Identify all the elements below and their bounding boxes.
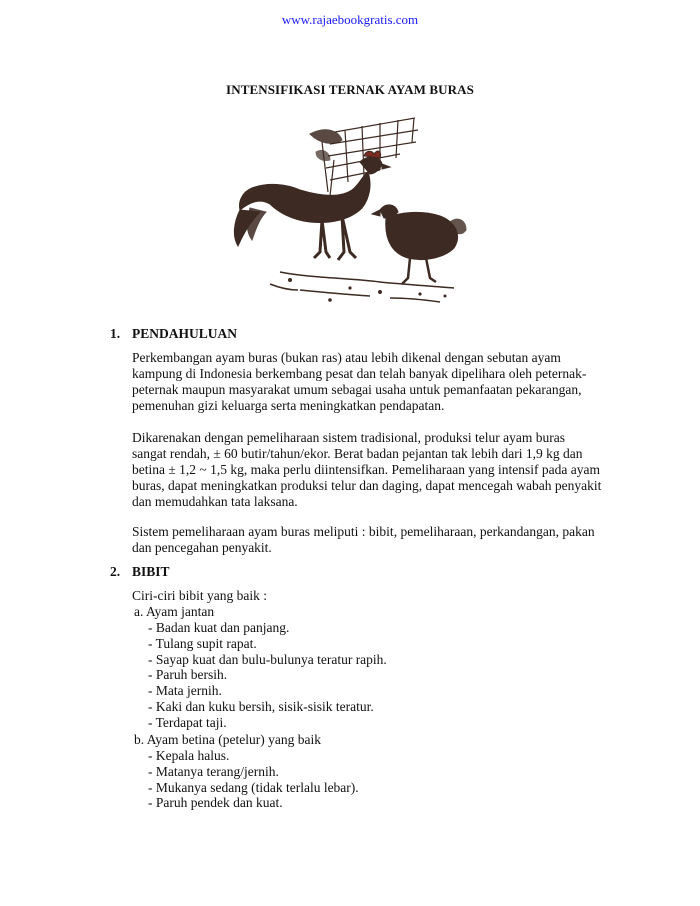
- paragraph: Sistem pemeliharaan ayam buras meliputi : bibit, pemeliharaan, perkandangan, pakan dan pencegahan penyakit.: [132, 524, 595, 555]
- group-label-jantan: a. Ayam jantan: [134, 604, 215, 619]
- section-number: 1.: [110, 326, 121, 341]
- list-item: - Mukanya sedang (tidak terlalu lebar).: [148, 779, 359, 795]
- section-title: BIBIT: [132, 564, 170, 579]
- section-1-heading: [110, 326, 237, 342]
- section-2-heading: [110, 564, 170, 580]
- list-item: - Kaki dan kuku bersih, sisik-sisik teratur.: [148, 698, 374, 714]
- list-betina: [148, 748, 359, 811]
- paragraph: Dikarenakan dengan pemeliharaan sistem tradisional, produksi telur ayam buras sangat rendah, ± 60 butir/tahun/ekor. Berat badan pejantan tak lebih dari 1,9 kg dan betina ± 1,2 ~ 1,5 kg, maka perlu diintensifkan. Pemeliharaan yang intensif pada ayam buras, dapat meningkatkan produksi telur dan daging, dapat mencegah wabah penyakit dan memudahkan tata laksana.: [132, 430, 602, 509]
- list-item: - Mata jernih.: [148, 683, 222, 699]
- chickens-illustration-icon: [230, 112, 470, 312]
- list-item: - Kepala halus.: [148, 748, 230, 763]
- paragraph: Perkembangan ayam buras (bukan ras) atau lebih dikenal dengan sebutan ayam kampung di Indonesia berkembang pesat dan telah banyak dipelihara oleh peternak-peternak maupun masyarakat umum sebagai usaha untuk pemanfaatan pekarangan, pemenuhan gizi keluarga serta meningkatkan pendapatan.: [132, 350, 587, 413]
- list-item: - Paruh pendek dan kuat.: [148, 795, 283, 811]
- list-item: - Terdapat taji.: [148, 714, 227, 730]
- list-item: - Badan kuat dan panjang.: [148, 620, 290, 635]
- hen: [372, 205, 466, 284]
- ground-dots: [288, 278, 447, 302]
- rooster: [234, 151, 390, 260]
- list-item: - Paruh bersih.: [148, 667, 228, 683]
- bibit-intro: Ciri-ciri bibit yang baik :: [132, 588, 267, 603]
- list-item: - Matanya terang/jernih.: [148, 763, 279, 779]
- list-jantan: [148, 620, 387, 731]
- list-item: - Tulang supit rapat.: [148, 635, 257, 651]
- list-item: - Sayap kuat dan bulu-bulunya teratur rapih.: [148, 651, 387, 667]
- header-link[interactable]: www.rajaebookgratis.com: [281, 12, 419, 27]
- section-number: 2.: [110, 564, 121, 579]
- section-title: PENDAHULUAN: [132, 326, 238, 341]
- group-label-betina: b. Ayam betina (petelur) yang baik: [134, 732, 321, 747]
- ground: [270, 272, 454, 302]
- document-title: INTENSIFIKASI TERNAK AYAM BURAS: [226, 82, 474, 97]
